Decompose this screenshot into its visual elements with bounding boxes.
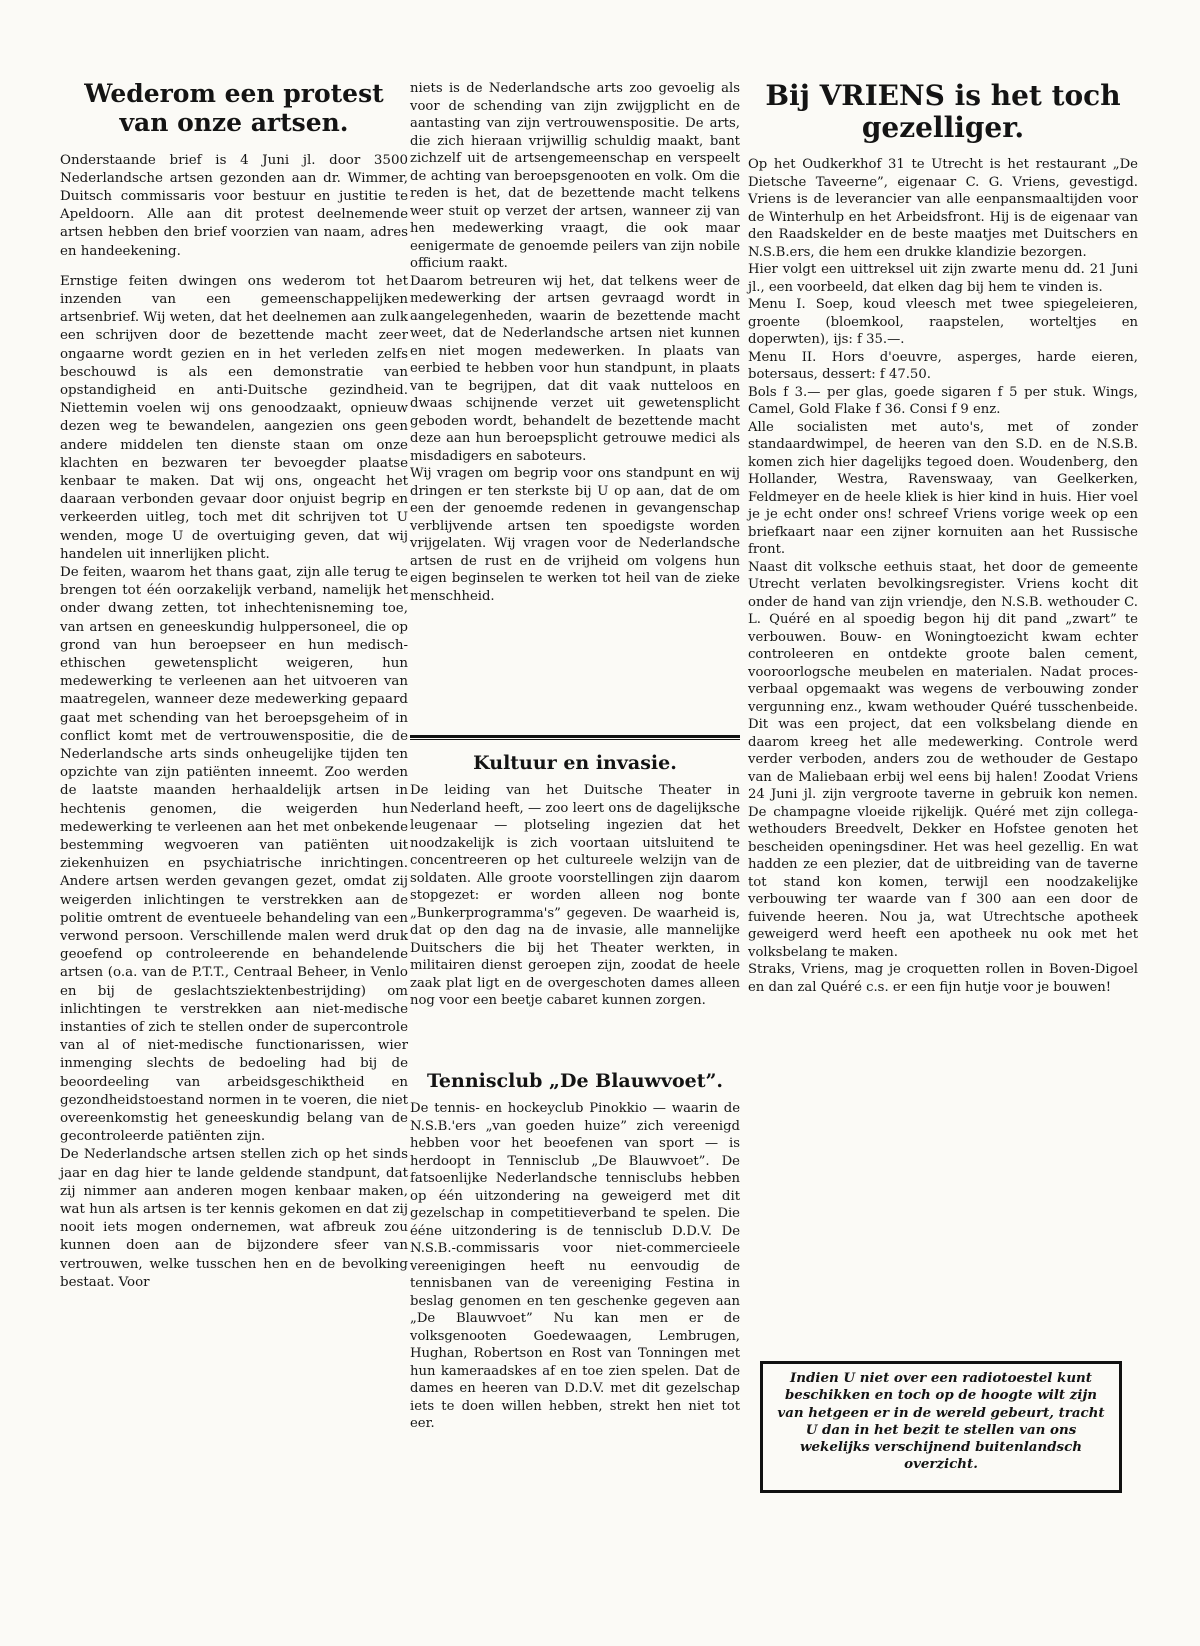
letter-text: Ernstige feiten dwingen ons wederom tot het inzenden van een gemeenschappelijken artsenbrief. Wij weten, dat het deelnemen aan zulk een schrijven door de bezettende macht zeer ongaarne wordt gezien en in het verleden zelfs beschouwd is als een demonstratie van opstandigheid en anti-Duitsche gezindheid. Niettemin voelen wij ons genoodzaakt, opnieuw dezen weg te bewandelen, aangezien ons geen andere middelen ten dienste staan om onze klachten en bezwaren ter bevoegder plaatse kenbaar te maken. Dat wij ons, ongeacht het daaraan verbonden gevaar door onjuist begrip en verkeerden uitleg, toch met dit schrijven tot U wenden, moge U de overtuiging geven, dat wij handelen uit innerlijken plicht. De feiten, waarom het thans gaat, zijn alle terug te brengen tot één oorzakelijk verband, namelijk het onder dwang zetten, tot inhechtenisneming toe, van artsen en geneeskundig hulppersoneel, die op grond van hun beroepseer en hun medisch-ethischen gewetensplicht weigeren, hun medewerking te verleenen aan het uitvoeren van maatregelen, wanneer deze medewerking gepaard gaat met schending van het beroepsgeheim of in conflict komt met de vertrouwenspositie, die de Nederlandsche arts sinds onheugelijke tijden ten opzichte van zijn patiënten inneemt. Zoo werden de laatste maanden herhaaldelijk artsen in hechtenis genomen, die weigerden hun medewerking te verleenen aan het met onbekende bestemming wegvoeren van patiënten uit ziekenhuizen en psychiatrische inrichtingen. Andere artsen werden gevangen gezet, omdat zij weigerden inlichtingen te verstrekken aan de politie omtrent de eventueele behandeling van een verwond persoon. Verschillende malen werd druk geoefend op controleerende en behandelende artsen (o.a. van de P.T.T., Centraal Beheer, in Venlo en bij de geslachtsziektenbestrijding) om inlichtingen te verstrekken aan niet-medische instanties of zich te stellen onder de supercontrole van al of niet-medische functionarissen, wier inmenging slechts de bedoeling had bij de beoordeeling van arbeidsgeschiktheid en gezondheidstoestand normen in te voeren, die niet overeenkomstig het geneeskundig belang van de gecontroleerde patiënten zijn. De Nederlandsche artsen stellen zich op het sinds jaar en dag hier te lande geldende standpunt, dat zij nimmer aan anderen mogen kenbaar maken, wat hun als artsen is ter kennis gekomen en dat zij nooit iets mogen ondernemen, wat afbreuk zou kunnen doen aan de bijzondere sfeer van vertrouwen, welke tusschen hen en de bevolking bestaat. Voor — [60, 273, 408, 1290]
radio-notice-text: Indien U niet over een radiotoestel kunt beschikken en toch op de hoogte wilt zijn van hetgeen er in de wereld gebeurt, tracht U dan in het bezit te stellen van ons wekelijks verschijnend buitenlandsch overzicht. — [777, 1370, 1105, 1473]
article-kultuur — [410, 752, 740, 1010]
vriens-text: Op het Oudkerkhof 31 te Utrecht is het restaurant „De Dietsche Taveerne”, eigenaar C. G. Vriens, gevestigd. Vriens is de leverancier van alle eenpansmaaltijden voor de Winterhulp en het Arbeidsfront. Hij is de eigenaar van den Raadskelder en de beste maatjes met Duitschers en N.S.B.ers, die hem een drukke klandizie bezorgen. Hier volgt een uittreksel uit zijn zwarte menu dd. 21 Juni jl., een voorbeeld, dat elken dag bij hem te vinden is. Menu I. Soep, koud vleesch met twee spiegeleieren, groente (bloemkool, raapstelen, worteltjes en doperwten), ijs: f 35.—. Menu II. Hors d'oeuvre, asperges, harde eieren, botersaus, dessert: f 47.50. Bols f 3.— per glas, goede sigaren f 5 per stuk. Wings, Camel, Gold Flake f 36. Consi f 9 enz. Alle socialisten met auto's, met of zonder standaardwimpel, de heeren van den S.D. en de N.S.B. komen zich hier dagelijks tegoed doen. Woudenberg, den Hollander, Westra, Ravenswaay, van Geelkerken, Feldmeyer en de heele kliek is hier kind in huis. Hier voel je je echt onder ons! schreef Vriens vorige week op een briefkaart naar een zijner kornuiten aan het Russische front. Naast dit volksche eethuis staat, het door de gemeente Utrecht verlaten bevolkingsregister. Vriens kocht dit onder de hand van zijn vriendje, den N.S.B. wethouder C. L. Quéré en al spoedig begon hij dit pand „zwart” te verbouwen. Bouw- en Woningtoezicht kwam echter controleeren en ontdekte groote balen cement, vooroorlogsche meubelen en materialen. Nadat proces-verbaal opgemaakt was wegens de verbouwing zonder vergunning enz., kwam wethouder Quéré tusschenbeide. Dit was een project, dat een volksbelang diende en daarom kreeg het alle medewerking. Controle werd verder verboden, anders zou de wethouder de Gestapo van de Maliebaan erbij wel eens bij halen! Zoodat Vriens 24 Juni jl. zijn vergroote taverne in gebruik kon nemen. De champagne vloeide rijkelijk. Quéré met zijn collega-wethouders Breedvelt, Dekker en Hofstee genoten het bescheiden openingsdiner. Het was heel gezellig. En wat hadden ze een plezier, dat de uitbreiding van de taverne tot stand kon komen, terwijl een noodzakelijke verbouwing ter waarde van f 300 aan een door de fuivende heeren. Nou ja, wat Utrechtsche apotheek geweigerd werd heeft een apotheek nu ook met het volksbelang te maken. Straks, Vriens, mag je croquetten rollen in Boven-Digoel en dan zal Quéré c.s. er een fijn hutje voor je bouwen! — [748, 157, 1138, 995]
radio-notice-box — [760, 1361, 1122, 1493]
column-left — [60, 80, 408, 1292]
headline-vriens: Bij VRIENS is het toch gezelliger. — [765, 79, 1121, 145]
column-right — [748, 80, 1138, 996]
section-rule-thin — [410, 739, 740, 740]
spacer — [60, 261, 408, 273]
section-rule-thick — [410, 735, 740, 738]
headline-protest: Wederom een protest van onze artsen. — [84, 79, 384, 137]
intro-paragraph: Onderstaande brief is 4 Juni jl. door 3500 Nederlandsche artsen gezonden aan dr. Wimmer, Duitsch commissaris voor bestuur en justitie te Apeldoorn. Alle aan dit protest deelnemende artsen hebben den brief voorzien van naam, adres en handeekening. — [60, 152, 408, 259]
column-middle — [410, 80, 740, 605]
tennis-text: De tennis- en hockeyclub Pinokkio — waarin de N.S.B.'ers „van goeden huize” zich vereenigd hebben voor het beoefenen van sport — is herdoopt in Tennisclub „De Blauwvoet”. De fatsoenlijke Nederlandsche tennisclubs hebben op één uitzondering na geweigerd met dit gezelschap in competitieverband te spelen. Die ééne uitzondering is de tennisclub D.D.V. De N.S.B.-commissaris voor niet-commercieele vereenigingen heeft nu eenvoudig de tennisbanen van de vereeniging Festina in beslag genomen en ten geschenke gegeven aan „De Blauwvoet” Nu kan men er de volksgenooten Goedewaagen, Lembrugen, Hughan, Robertson en Rost van Tonningen met hun kameraadskes af en toe zien spelen. Dat de dames en heeren van D.D.V. met dit gezelschap iets te doen willen hebben, strekt hen niet tot eer. — [410, 1101, 740, 1431]
kultuur-text: De leiding van het Duitsche Theater in Nederland heeft, — zoo leert ons de dagelijksche leugenaar — plotseling ingezien dat het noodzakelijk is zich voortaan uitsluitend te concentreeren op het cultureele welzijn van de soldaten. Alle groote voorstellingen zijn daarom stopgezet: er worden alleen nog bonte „Bunkerprogramma's” gegeven. De waarheid is, dat op den dag na de invasie, alle mannelijke Duitschers die bij het Theater werkten, in militairen dienst geroepen zijn, zoodat de heele zaak plat ligt en de overgeschoten dames alleen nog voor een beetje cabaret kunnen zorgen. — [410, 783, 740, 1008]
headline-tennis: Tennisclub „De Blauwvoet”. — [426, 1070, 724, 1092]
article-tennis — [410, 1070, 740, 1433]
headline-kultuur: Kultuur en invasie. — [473, 752, 677, 774]
letter-continued: niets is de Nederlandsche arts zoo gevoelig als voor de schending van zijn zwijgplicht en de aantasting van zijn vertrouwenspositie. De arts, die zich hieraan vrijwillig schuldig maakt, bant zichzelf uit de artsengemeenschap en verspeelt de achting van beroepsgenooten en volk. Om die reden is het, dat de bezettende macht telkens weer stuit op verzet der artsen, wanneer zij van hen medewerking vraagt, die ook maar eenigermate de genoemde peilers van zijn nobile officium raakt. Daarom betreuren wij het, dat telkens weer de medewerking der artsen gevraagd wordt in aangelegenheden, waarin de bezettende macht weet, dat de Nederlandsche artsen niet kunnen en niet mogen medewerken. In plaats van eerbied te hebben voor hun standpunt, in plaats van te begrijpen, dat dit vaak nutteloos en dwaas schijnende verzet uit gewetensplicht geboden wordt, behandelt de bezettende macht deze aan hun beroepsplicht getrouwe medici als misdadigers en saboteurs. Wij vragen om begrip voor ons standpunt en wij dringen er ten sterkste bij U op aan, dat de om een der genoemde redenen in gevangenschap verblijvende artsen ten spoedigste worden vrijgelaten. Wij vragen voor de Nederlandsche artsen de rust en de vrijheid om volgens hun eigen beginselen te werken tot heil van de zieke menschheid. — [410, 81, 740, 604]
